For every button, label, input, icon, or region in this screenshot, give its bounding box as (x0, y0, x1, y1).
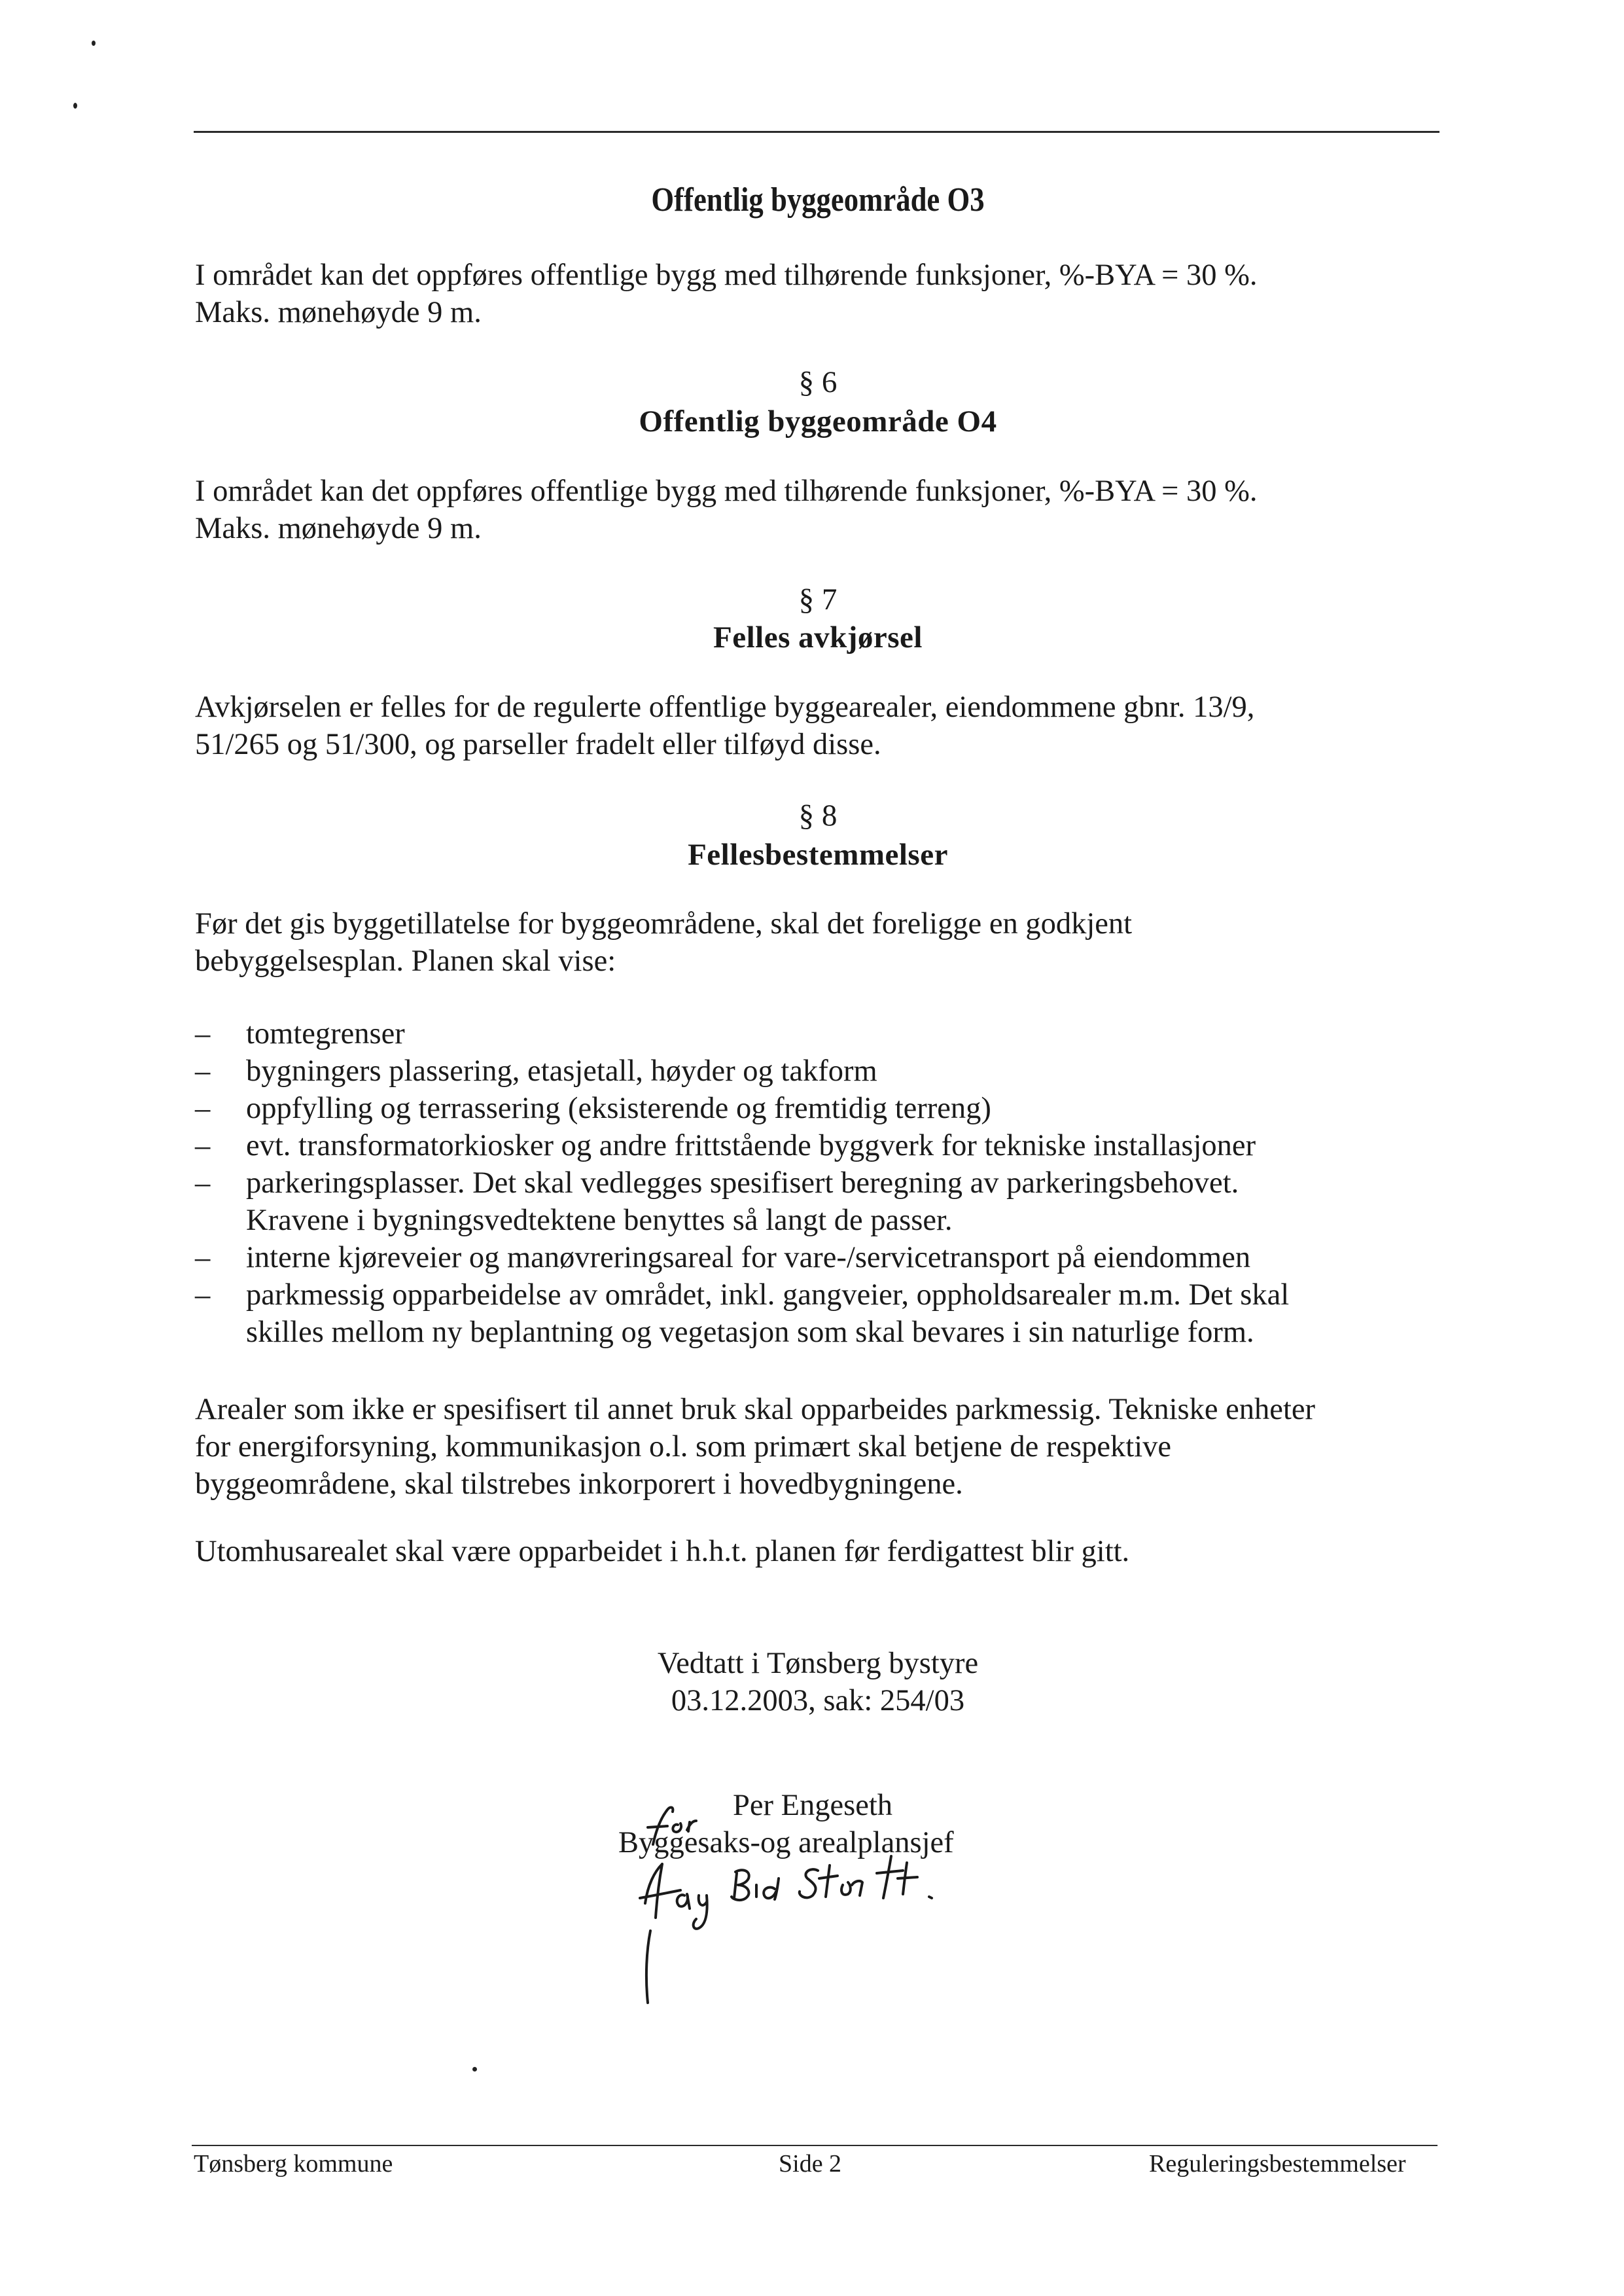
section-number-6: § 6 (798, 365, 838, 399)
section-body-o3 (195, 257, 1464, 331)
section-body-fellesbestemmelser (195, 905, 1464, 980)
list-item (195, 1127, 1477, 1164)
footer-rule (192, 2145, 1438, 2146)
header-rule (194, 131, 1439, 133)
adoption-line: Vedtatt i Tønsberg bystyre (657, 1647, 979, 1680)
list-item-text: parkmessig opparbeidelse av området, inkl. gangveier, oppholdsarealer m.m. Det skal (246, 1278, 1290, 1312)
list-item-text: skilles mellom ny beplantning og vegetasjon som skal bevares i sin naturlige form. (246, 1316, 1254, 1349)
dash-bullet: – (195, 1241, 211, 1274)
list-item (195, 1276, 1477, 1351)
body-line: byggeområdene, skal tilstrebes inkorporert i hovedbygningene. (195, 1467, 963, 1501)
body-line: bebyggelsesplan. Planen skal vise: (195, 944, 616, 978)
adoption-note (589, 1645, 1047, 1719)
section-title-felles-avkjorsel: Felles avkjørsel (713, 620, 923, 655)
scan-speck (472, 2067, 477, 2072)
list-item-text: tomtegrenser (246, 1017, 405, 1050)
section-body-avkjorsel (195, 689, 1464, 763)
list-item-text: oppfylling og terrassering (eksisterende og fremtidig terreng) (246, 1092, 991, 1125)
section-number-8: § 8 (798, 798, 838, 833)
signatory-name: Per Engeseth (733, 1789, 893, 1822)
list-item-text: parkeringsplasser. Det skal vedlegges spesifisert beregning av parkeringsbehovet. (246, 1166, 1239, 1200)
footer-page-number: Side 2 (779, 2150, 842, 2178)
list-item-text: evt. transformatorkiosker og andre frittstående byggverk for tekniske installasjoner (246, 1129, 1256, 1162)
list-item (195, 1015, 1477, 1052)
scan-speck (92, 41, 96, 46)
footer-left: Tønsberg kommune (194, 2150, 393, 2178)
section-title-o4: Offentlig byggeområde O4 (639, 404, 997, 439)
dash-bullet: – (195, 1166, 211, 1200)
closing-paragraph-utomhus (195, 1533, 1464, 1570)
adoption-date-case: 03.12.2003, sak: 254/03 (671, 1684, 965, 1717)
dash-bullet: – (195, 1129, 211, 1162)
section-body-o4 (195, 473, 1464, 547)
body-line: Arealer som ikke er spesifisert til annet bruk skal opparbeides parkmessig. Tekniske enheter (195, 1393, 1315, 1426)
list-item-text: Kravene i bygningsvedtektene benyttes så langt de passer. (246, 1204, 953, 1237)
dash-bullet: – (195, 1054, 211, 1088)
requirements-list (195, 1015, 1477, 1351)
body-line: I området kan det oppføres offentlige bygg med tilhørende funksjoner, %-BYA = 30 %. (195, 475, 1258, 508)
body-line: I området kan det oppføres offentlige bygg med tilhørende funksjoner, %-BYA = 30 %. (195, 259, 1258, 292)
handwritten-signature (622, 1780, 988, 2022)
list-item (195, 1164, 1477, 1239)
list-item (195, 1239, 1477, 1276)
body-line: Før det gis byggetillatelse for byggeområdene, skal det foreligge en godkjent (195, 907, 1133, 941)
body-line: Maks. mønehøyde 9 m. (195, 512, 482, 545)
list-item (195, 1052, 1477, 1090)
dash-bullet: – (195, 1278, 211, 1312)
scan-speck (73, 103, 77, 109)
signatory-title: Byggesaks-og arealplansjef (618, 1826, 954, 1859)
list-item (195, 1090, 1477, 1127)
section-number-7: § 7 (798, 583, 838, 617)
body-line: for energiforsyning, kommunikasjon o.l. som primært skal betjene de respektive (195, 1430, 1172, 1463)
dash-bullet: – (195, 1017, 211, 1050)
section-title-fellesbestemmelser: Fellesbestemmelser (688, 838, 948, 872)
dash-bullet: – (195, 1092, 211, 1125)
body-line: Maks. mønehøyde 9 m. (195, 296, 482, 329)
body-line: Avkjørselen er felles for de regulerte offentlige byggearealer, eiendommene gbnr. 13/9, (195, 691, 1255, 724)
list-item-text: interne kjøreveier og manøvreringsareal for vare-/servicetransport på eiendommen (246, 1241, 1251, 1274)
section-title-o3: Offentlig byggeområde O3 (651, 181, 985, 219)
list-item-text: bygningers plassering, etasjetall, høyder og takform (246, 1054, 877, 1088)
footer-right: Reguleringsbestemmelser (1149, 2150, 1406, 2178)
body-line: 51/265 og 51/300, og parseller fradelt eller tilføyd disse. (195, 728, 881, 761)
closing-paragraph-arealer (195, 1391, 1464, 1503)
body-line: Utomhusarealet skal være opparbeidet i h.h.t. planen før ferdigattest blir gitt. (195, 1535, 1130, 1568)
